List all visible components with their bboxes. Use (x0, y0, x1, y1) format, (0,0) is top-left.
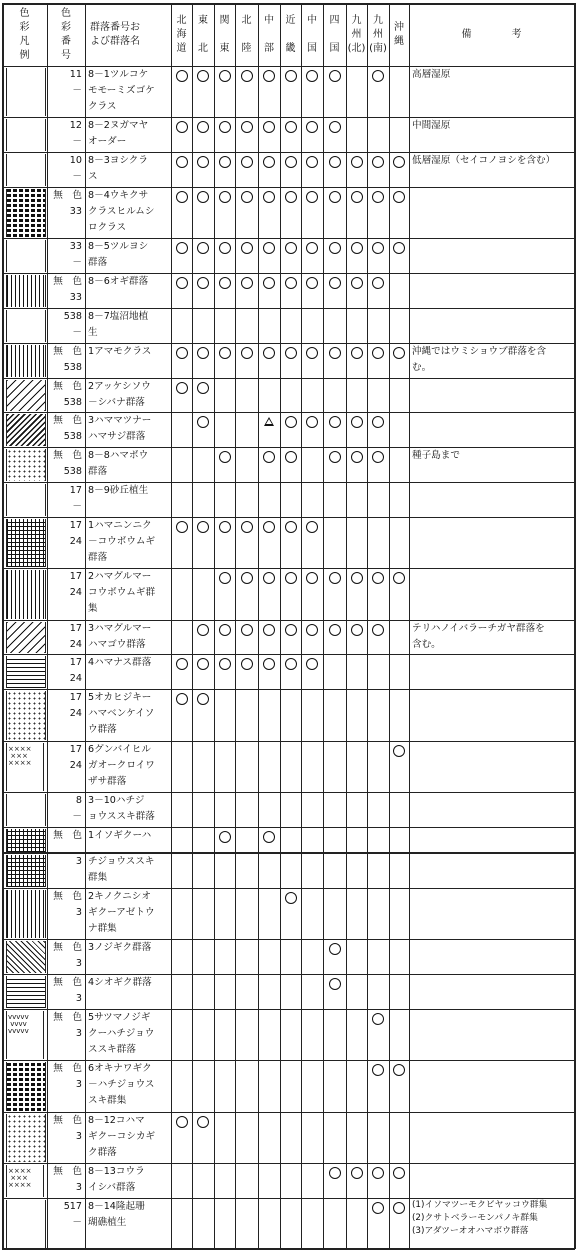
presence-circle-icon (176, 382, 188, 394)
presence-circle-icon (306, 624, 318, 636)
remark-text: 沖縄ではウミショウブ群落を含 む。 (412, 345, 547, 373)
presence-circle-icon (351, 191, 363, 203)
remark-text: テリハノイバラーチガヤ群落を 含む。 (412, 622, 545, 650)
presence-circle-icon (219, 624, 231, 636)
presence-circle-icon (263, 277, 275, 289)
color-legend-swatch (6, 855, 46, 887)
table-column-rule (85, 3, 86, 1249)
presence-circle-icon (306, 70, 318, 82)
presence-circle-icon (197, 658, 209, 670)
color-legend-swatch (6, 240, 46, 272)
table-column-rule (346, 3, 347, 1249)
presence-circle-icon (197, 693, 209, 705)
presence-circle-icon (176, 242, 188, 254)
presence-circle-icon (393, 242, 405, 254)
presence-circle-icon (393, 1167, 405, 1179)
color-number: 17 24 (69, 622, 82, 650)
presence-circle-icon (263, 121, 275, 133)
table-column-rule (323, 3, 324, 1249)
presence-circle-icon (176, 521, 188, 533)
presence-circle-icon (329, 624, 341, 636)
presence-circle-icon (219, 121, 231, 133)
presence-circle-icon (263, 242, 275, 254)
color-legend-swatch (6, 941, 46, 973)
color-number: 10 － (69, 155, 82, 183)
presence-circle-icon (393, 156, 405, 168)
presence-circle-icon (241, 242, 253, 254)
presence-circle-icon (329, 156, 341, 168)
color-legend-swatch: ×××× ××× ×××× (6, 1165, 44, 1197)
presence-circle-icon (219, 156, 231, 168)
community-name: 1アマモクラス (88, 345, 152, 357)
community-name: 8－6オギ群落 (88, 276, 149, 288)
presence-circle-icon (197, 277, 209, 289)
presence-circle-icon (329, 121, 341, 133)
presence-circle-icon (372, 277, 384, 289)
community-name: 8－8ハマボウ 群落 (88, 450, 149, 478)
community-name: 3－10ハチジ ョウススキ群落 (88, 794, 155, 822)
community-name: 5オカヒジキー ハマベンケイソ ウ群落 (88, 692, 155, 736)
presence-circle-icon (241, 572, 253, 584)
table-column-rule (2, 3, 4, 1249)
color-legend-swatch (6, 1114, 46, 1162)
presence-circle-icon (372, 1013, 384, 1025)
table-row-rule (2, 1248, 575, 1250)
presence-circle-icon (372, 347, 384, 359)
color-number: 11 － (69, 69, 82, 96)
presence-circle-icon (263, 70, 275, 82)
presence-circle-icon (241, 624, 253, 636)
community-name: 3ハママツナー ハマサジ群落 (88, 415, 152, 443)
column-header: 九 州 (北) (347, 14, 366, 54)
presence-circle-icon (285, 451, 297, 463)
color-number: 無 色 3 (53, 942, 82, 970)
color-legend-swatch (6, 449, 46, 481)
color-legend-swatch (6, 1062, 46, 1110)
presence-circle-icon (393, 745, 405, 757)
presence-circle-icon (351, 156, 363, 168)
presence-circle-icon (351, 347, 363, 359)
presence-circle-icon (393, 191, 405, 203)
column-header: 四 国 (329, 14, 340, 54)
community-name: 8－9砂丘植生 (88, 485, 149, 497)
presence-circle-icon (197, 624, 209, 636)
presence-circle-icon (176, 156, 188, 168)
remark-text: 低層湿原（セイコノヨシを含む） (412, 155, 556, 167)
presence-circle-icon (219, 70, 231, 82)
community-name: 8－4ウキクサ クラスヒルムシ ロクラス (88, 189, 155, 233)
presence-circle-icon (285, 277, 297, 289)
presence-circle-icon (176, 121, 188, 133)
presence-circle-icon (219, 242, 231, 254)
presence-circle-icon (285, 572, 297, 584)
color-legend-swatch (6, 976, 46, 1008)
color-legend-swatch (6, 622, 46, 654)
column-header: 色 彩 番 号 (61, 7, 71, 61)
column-header: 沖 縄 (394, 21, 404, 47)
color-number: 無 色 3 (53, 977, 82, 1005)
color-number: 17 24 (69, 571, 82, 599)
column-header: 九 州 (南) (369, 14, 387, 54)
presence-circle-icon (285, 347, 297, 359)
presence-circle-icon (372, 451, 384, 463)
presence-circle-icon (197, 70, 209, 82)
presence-circle-icon (263, 831, 275, 843)
presence-circle-icon (219, 347, 231, 359)
color-legend-swatch (6, 570, 46, 618)
presence-circle-icon (241, 277, 253, 289)
community-name: 3ノジギク群落 (88, 942, 152, 954)
presence-circle-icon (197, 382, 209, 394)
presence-circle-icon (241, 658, 253, 670)
color-number: 17 24 (69, 657, 82, 685)
presence-circle-icon (219, 191, 231, 203)
presence-circle-icon (176, 191, 188, 203)
color-legend-swatch (6, 794, 46, 826)
color-number: 17 24 (69, 692, 82, 720)
presence-circle-icon (176, 347, 188, 359)
community-name: 8－12コハマ ギクーコシカギ ク群落 (88, 1114, 156, 1158)
color-legend-swatch (6, 380, 46, 412)
presence-circle-icon (176, 658, 188, 670)
color-number: 無 色 3 (53, 1165, 82, 1193)
presence-circle-icon (372, 624, 384, 636)
presence-circle-icon (285, 191, 297, 203)
color-legend-swatch (6, 310, 46, 342)
color-number: 17 24 (69, 743, 82, 771)
presence-circle-icon (197, 121, 209, 133)
presence-circle-icon (393, 572, 405, 584)
presence-circle-icon (372, 1064, 384, 1076)
presence-circle-icon (219, 277, 231, 289)
community-name: 2ハマグルマー コウボウムギ群 集 (88, 571, 156, 615)
presence-circle-icon (263, 572, 275, 584)
presence-circle-icon (263, 624, 275, 636)
presence-circle-icon (372, 70, 384, 82)
community-name: 8－13コウラ イシバ群落 (88, 1165, 145, 1193)
color-number: 無 色 3 (53, 891, 82, 919)
presence-circle-icon (306, 572, 318, 584)
presence-circle-icon (197, 521, 209, 533)
community-name: 4シオギク群落 (88, 977, 152, 989)
presence-circle-icon (241, 156, 253, 168)
table-column-rule (280, 3, 281, 1249)
presence-circle-icon (329, 277, 341, 289)
presence-circle-icon (351, 242, 363, 254)
community-name: チジョウススキ 群集 (88, 856, 155, 884)
color-number: 無 色 3 (53, 1114, 82, 1142)
remark-text: (1)イソマツーモクビヤッコウ群集 (2)クサトベラーモンパノキ群集 (3)アダツーオオハマボウ群落 (412, 1199, 548, 1236)
color-number: 無 色 33 (53, 189, 82, 217)
color-legend-swatch (6, 656, 46, 688)
color-number: 無 色 (53, 829, 82, 841)
column-header: 関 東 (219, 14, 230, 54)
table-column-rule (409, 3, 410, 1249)
community-name: 2アッケシソウ －シバナ群落 (88, 380, 151, 408)
community-name: 3ハマグルマー ハマゴウ群落 (88, 622, 152, 650)
community-name: 5サツマノジギ クーハチジョウ ススキ群落 (88, 1012, 155, 1056)
presence-circle-icon (219, 521, 231, 533)
community-name: 8－7塩沼地植 生 (88, 310, 149, 338)
column-header: 北 海 道 (176, 14, 187, 54)
table-column-rule (389, 3, 390, 1249)
column-header: 中 部 (264, 14, 274, 54)
color-number: 517 － (63, 1200, 82, 1228)
presence-circle-icon (329, 451, 341, 463)
table-column-rule (171, 3, 172, 1249)
presence-circle-icon (329, 70, 341, 82)
presence-circle-icon (393, 1064, 405, 1076)
color-legend-swatch (6, 1200, 46, 1248)
presence-circle-icon (351, 624, 363, 636)
color-legend-swatch: vvvvv vvvv vvvvv (6, 1011, 44, 1059)
presence-circle-icon (263, 658, 275, 670)
presence-circle-icon (351, 572, 363, 584)
presence-circle-icon (306, 416, 318, 428)
column-header: 中 国 (307, 14, 317, 54)
presence-circle-icon (241, 521, 253, 533)
color-legend-swatch (6, 691, 46, 739)
presence-circle-icon (372, 191, 384, 203)
presence-circle-icon (393, 1202, 405, 1214)
community-name: 8－1ツルコケ モモーミズゴケ クラス (88, 69, 155, 112)
table-column-rule (367, 3, 368, 1249)
presence-circle-icon (241, 191, 253, 203)
column-header: 群落番号お よび群落名 (90, 21, 140, 47)
color-number: 33 － (69, 241, 82, 269)
presence-circle-icon (176, 693, 188, 705)
presence-circle-icon (351, 1167, 363, 1179)
presence-circle-icon (372, 1202, 384, 1214)
color-number: 8 － (72, 794, 82, 822)
color-legend-swatch (6, 275, 46, 307)
presence-circle-icon (306, 521, 318, 533)
presence-circle-icon (285, 156, 297, 168)
column-header: 近 畿 (285, 14, 296, 54)
color-number: 無 色 538 (53, 415, 82, 443)
color-legend-swatch (6, 890, 46, 938)
color-number: 17 24 (69, 520, 82, 548)
presence-circle-icon (219, 451, 231, 463)
presence-circle-icon (285, 121, 297, 133)
presence-circle-icon (219, 572, 231, 584)
presence-circle-icon (372, 156, 384, 168)
color-legend-swatch (6, 519, 46, 567)
table-column-rule (214, 3, 215, 1249)
presence-circle-icon (329, 1167, 341, 1179)
color-legend-swatch (6, 829, 46, 853)
presence-circle-icon (306, 242, 318, 254)
color-legend-swatch (6, 414, 46, 446)
community-name: 1イソギクーハ (88, 829, 152, 841)
presence-circle-icon (285, 242, 297, 254)
presence-circle-icon (329, 572, 341, 584)
presence-circle-icon (329, 191, 341, 203)
presence-circle-icon (263, 521, 275, 533)
presence-circle-icon (197, 156, 209, 168)
presence-circle-icon (197, 416, 209, 428)
presence-circle-icon (329, 943, 341, 955)
presence-circle-icon (329, 347, 341, 359)
presence-circle-icon (329, 416, 341, 428)
color-number: 無 色 33 (53, 276, 82, 304)
presence-circle-icon (329, 242, 341, 254)
column-header: 東 北 (198, 14, 208, 54)
presence-circle-icon (351, 416, 363, 428)
presence-circle-icon (197, 191, 209, 203)
color-legend-swatch (6, 189, 46, 237)
remark-text: 種子島まで (412, 450, 460, 462)
presence-circle-icon (219, 831, 231, 843)
presence-circle-icon (285, 658, 297, 670)
presence-circle-icon (372, 1167, 384, 1179)
presence-circle-icon (285, 521, 297, 533)
color-legend-swatch (6, 68, 46, 116)
presence-circle-icon (241, 347, 253, 359)
remark-text: 高層湿原 (412, 69, 451, 80)
color-number: 無 色 538 (53, 345, 82, 373)
community-name: 8－5ツルヨシ 群落 (88, 241, 149, 269)
presence-circle-icon (241, 70, 253, 82)
triangle-mark-icon (264, 417, 274, 426)
presence-circle-icon (263, 347, 275, 359)
color-number: 538 － (63, 310, 82, 338)
color-legend-swatch (6, 345, 46, 377)
presence-circle-icon (351, 277, 363, 289)
community-name: 8－14隆起珊 瑚礁植生 (88, 1200, 145, 1228)
presence-circle-icon (197, 242, 209, 254)
color-number: 3 (75, 856, 82, 868)
color-legend-swatch: ×××× ××× ×××× (6, 743, 44, 791)
table-column-rule (258, 3, 259, 1249)
remark-text: 中間湿原 (412, 120, 451, 132)
presence-circle-icon (263, 191, 275, 203)
presence-circle-icon (285, 70, 297, 82)
presence-circle-icon (372, 242, 384, 254)
column-header: 北 陸 (241, 14, 252, 54)
community-name: 2キノクニシオ ギクーアゼトウ ナ群集 (88, 891, 155, 935)
table-row-rule (2, 3, 575, 5)
presence-circle-icon (372, 572, 384, 584)
color-number: 無 色 3 (53, 1012, 82, 1040)
community-name: 8－3ヨシクラ ス (88, 155, 148, 183)
color-number: 無 色 3 (53, 1063, 82, 1091)
community-name: 6オキナワギク －ハチジョウス スキ群集 (88, 1063, 155, 1107)
color-legend-swatch (6, 484, 46, 516)
presence-circle-icon (306, 191, 318, 203)
presence-circle-icon (197, 347, 209, 359)
table-column-rule (192, 3, 193, 1249)
presence-circle-icon (263, 156, 275, 168)
presence-circle-icon (285, 416, 297, 428)
presence-circle-icon (176, 1116, 188, 1128)
presence-circle-icon (197, 1116, 209, 1128)
column-header: 色 彩 凡 例 (19, 7, 30, 61)
presence-circle-icon (285, 892, 297, 904)
presence-circle-icon (329, 978, 341, 990)
color-number: 17 － (69, 485, 82, 513)
presence-circle-icon (393, 347, 405, 359)
presence-circle-icon (306, 156, 318, 168)
color-number: 無 色 538 (53, 450, 82, 478)
presence-circle-icon (306, 277, 318, 289)
color-number: 12 － (69, 120, 82, 148)
community-name: 8－2ヌガマヤ オーダー (88, 120, 149, 148)
presence-circle-icon (219, 658, 231, 670)
community-name: 6グンバイヒル ガオークロイワ ザサ群落 (88, 743, 155, 787)
presence-circle-icon (241, 121, 253, 133)
color-legend-swatch (6, 119, 46, 151)
presence-circle-icon (176, 277, 188, 289)
color-number: 無 色 538 (53, 380, 82, 408)
community-name: 1ハマニンニク －コウボウムギ 群落 (88, 520, 156, 564)
table-column-rule (574, 3, 576, 1249)
color-legend-swatch (6, 154, 46, 186)
presence-circle-icon (176, 70, 188, 82)
column-header: 備 考 (461, 28, 522, 40)
presence-circle-icon (285, 624, 297, 636)
presence-circle-icon (263, 451, 275, 463)
presence-circle-icon (306, 121, 318, 133)
presence-circle-icon (372, 416, 384, 428)
presence-circle-icon (351, 451, 363, 463)
presence-circle-icon (306, 347, 318, 359)
table-column-rule (301, 3, 302, 1249)
community-name: 4ハマナス群落 (88, 657, 152, 669)
presence-circle-icon (306, 658, 318, 670)
table-column-rule (235, 3, 236, 1249)
